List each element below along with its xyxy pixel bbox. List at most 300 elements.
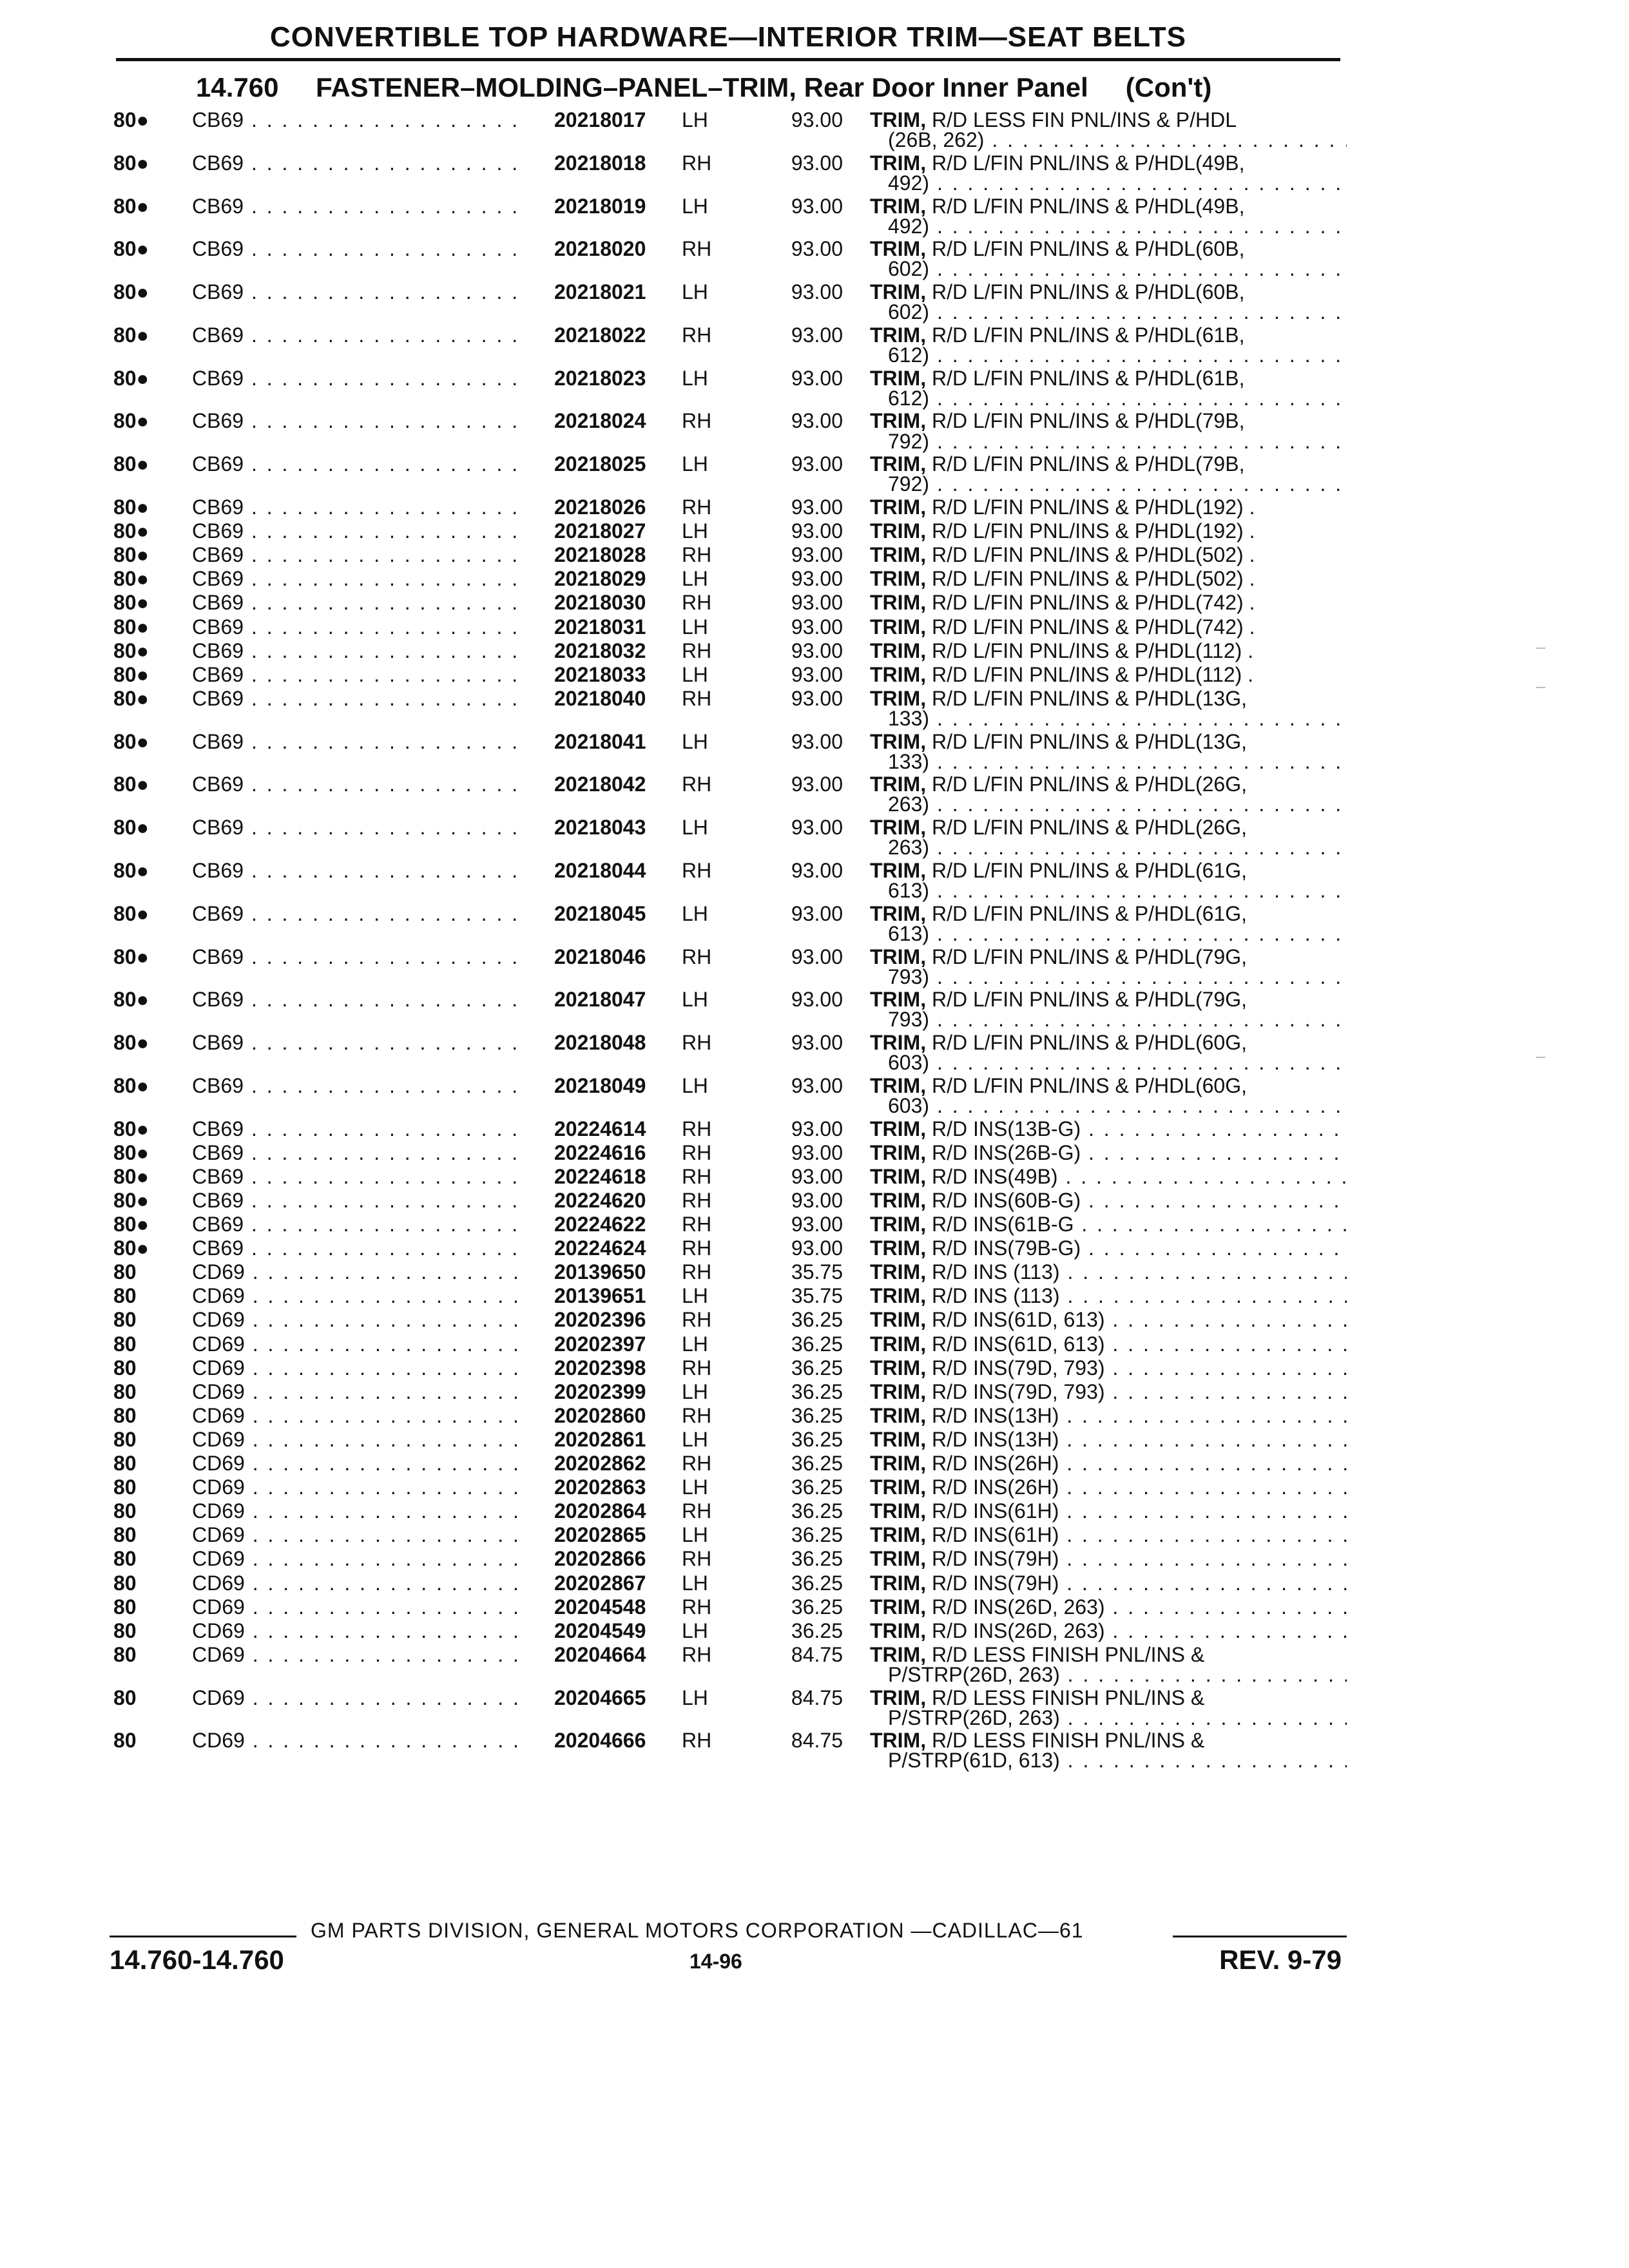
table-row-continuation [0,836,1629,859]
description-text: R/D INS(79D, 793) [931,1356,1105,1379]
side: RH [682,945,712,968]
side: RH [682,1356,712,1379]
price: 36.25 [791,1547,843,1570]
model-year: 80● [113,639,149,662]
description-text: R/D LESS FINISH PNL/INS & [931,1686,1205,1709]
description-text: R/D L/FIN PNL/INS & P/HDL(61G, [931,859,1247,882]
description-text: R/D L/FIN PNL/INS & P/HDL(742) . [931,591,1255,614]
part-number: 20218032 [554,639,646,662]
table-row [0,1595,1629,1619]
description-keyword: TRIM, [870,1189,927,1212]
description-keyword: TRIM, [870,1499,927,1523]
side: LH [682,567,708,590]
model-year: 80 [113,1284,137,1307]
model-year: 80● [113,195,149,218]
price: 84.75 [791,1729,843,1752]
model-year: 80 [113,1547,137,1570]
description-keyword: TRIM, [870,1308,927,1331]
part-number: 20218030 [554,591,646,614]
description-text: R/D L/FIN PNL/INS & P/HDL(60B, [931,280,1245,303]
description-text: R/D L/FIN PNL/INS & P/HDL(13G, [931,687,1247,710]
body-code: CB69 . . . [192,1141,525,1164]
part-number: 20202865 [554,1523,646,1546]
part-number: 20218029 [554,567,646,590]
model-year: 80● [113,543,149,566]
side: RH [682,495,712,519]
table-row [0,639,1629,662]
body-code: CB69 . . . [192,1213,525,1236]
table-row-continuation [0,387,1629,410]
price: 93.00 [791,151,843,175]
body-code: CB69 . . . [192,1074,525,1097]
body-code: CB69 . . . [192,237,525,260]
table-row [0,1452,1629,1475]
description-keyword: TRIM, [870,519,927,543]
description-text: R/D INS(26B-G) [931,1141,1081,1164]
body-code: CD69 . . . [192,1308,525,1331]
price: 84.75 [791,1643,843,1666]
description-keyword: TRIM, [870,1074,927,1097]
price: 36.25 [791,1332,843,1356]
part-number: 20202861 [554,1428,646,1451]
body-code: CD69 . . . [192,1380,525,1403]
model-year: 80 [113,1452,137,1475]
table-row-continuation [0,879,1629,902]
model-year: 80● [113,1213,149,1236]
description-keyword: TRIM, [870,1165,927,1188]
part-number: 20218026 [554,495,646,519]
table-row-continuation [0,1051,1629,1074]
side: RH [682,237,712,260]
part-number: 20218020 [554,237,646,260]
description-text: R/D INS(61D, 613) [931,1308,1105,1331]
model-year: 80● [113,108,149,131]
description-keyword: TRIM, [870,1260,927,1283]
side: LH [682,108,708,131]
table-row [0,567,1629,590]
description-text: R/D INS(61H) [931,1523,1059,1546]
body-code: CB69 . . . [192,280,525,303]
part-number: 20218027 [554,519,646,543]
side: LH [682,615,708,639]
side: RH [682,1236,712,1260]
side: LH [682,816,708,839]
table-row [0,1571,1629,1595]
subsection-number: 14.760 [196,72,279,102]
table-row [0,1236,1629,1260]
price: 93.00 [791,639,843,662]
description-continuation: 792) . . . [888,472,1347,495]
description-text: R/D INS(61B-G [931,1213,1074,1236]
model-year: 80● [113,1031,149,1054]
description-text: R/D INS(26D, 263) [931,1619,1105,1642]
subsection-heading [196,70,1211,106]
side: RH [682,1141,712,1164]
body-code: CB69 . . . [192,367,525,390]
description-text: R/D L/FIN PNL/INS & P/HDL(26G, [931,816,1247,839]
side: RH [682,1499,712,1523]
description-keyword: TRIM, [870,151,927,175]
table-row-continuation [0,1094,1629,1117]
description [870,1284,1347,1307]
part-number: 20224618 [554,1165,646,1188]
part-number: 20218028 [554,543,646,566]
part-number: 20204549 [554,1619,646,1642]
model-year: 80● [113,945,149,968]
table-row [0,1356,1629,1379]
model-year: 80● [113,323,149,347]
side: RH [682,1595,712,1619]
description-keyword: TRIM, [870,1141,927,1164]
price: 36.25 [791,1619,843,1642]
table-row-continuation [0,1749,1629,1772]
description [870,1165,1347,1188]
body-code: CB69 . . . [192,945,525,968]
model-year: 80 [113,1404,137,1427]
model-year: 80 [113,1428,137,1451]
model-year: 80● [113,409,149,432]
side: RH [682,591,712,614]
description-keyword: TRIM, [870,1643,927,1666]
description-continuation: 263) . . . [888,836,1347,859]
part-number: 20202862 [554,1452,646,1475]
description-continuation: 133) . . . [888,707,1347,730]
side: LH [682,988,708,1011]
description [870,1595,1347,1619]
table-row-continuation [0,128,1629,151]
description-text: R/D L/FIN PNL/INS & P/HDL(61B, [931,367,1245,390]
description-keyword: TRIM, [870,1117,927,1140]
body-code: CD69 . . . [192,1571,525,1595]
description-keyword: TRIM, [870,495,927,519]
description-text: R/D L/FIN PNL/INS & P/HDL(79G, [931,945,1247,968]
margin-mark [1536,687,1545,688]
table-row-continuation [0,257,1629,280]
body-code: CB69 . . . [192,108,525,131]
price: 36.25 [791,1523,843,1546]
part-number: 20218017 [554,108,646,131]
price: 84.75 [791,1686,843,1709]
body-code: CB69 . . . [192,409,525,432]
description-keyword: TRIM, [870,567,927,590]
price: 93.00 [791,519,843,543]
body-code: CD69 . . . [192,1619,525,1642]
side: LH [682,663,708,686]
side: LH [682,519,708,543]
description-keyword: TRIM, [870,1356,927,1379]
price: 93.00 [791,663,843,686]
side: LH [682,730,708,753]
part-number: 20218033 [554,663,646,686]
description [870,663,1347,686]
description [870,1404,1347,1427]
side: RH [682,151,712,175]
description [870,1236,1347,1260]
table-row-continuation [0,1008,1629,1031]
price: 93.00 [791,1189,843,1212]
table-row-continuation [0,1663,1629,1686]
part-number: 20202396 [554,1308,646,1331]
model-year: 80● [113,1189,149,1212]
table-row-continuation [0,343,1629,367]
footer-rule-right [1173,1936,1347,1937]
body-code: CB69 . . . [192,1189,525,1212]
description-text: R/D INS(26H) [931,1452,1059,1475]
description-text: R/D L/FIN PNL/INS & P/HDL(502) . [931,567,1255,590]
table-row [0,615,1629,639]
side: RH [682,1547,712,1570]
description-keyword: TRIM, [870,1332,927,1356]
description-keyword: TRIM, [870,237,927,260]
description-text: R/D INS (113) [931,1284,1060,1307]
side: RH [682,639,712,662]
model-year: 80● [113,615,149,639]
model-year: 80 [113,1729,137,1752]
body-code: CD69 . . . [192,1356,525,1379]
table-row-continuation [0,793,1629,816]
model-year: 80 [113,1332,137,1356]
table-row [0,591,1629,614]
margin-mark [1536,1057,1545,1058]
table-row [0,1117,1629,1140]
model-year: 80 [113,1619,137,1642]
part-number: 20202867 [554,1571,646,1595]
part-number: 20218019 [554,195,646,218]
description-continuation: 613) . . . [888,922,1347,945]
part-number: 20202866 [554,1547,646,1570]
part-number: 20139651 [554,1284,646,1307]
description [870,409,1347,432]
description-text: R/D INS(79B-G) [931,1236,1081,1260]
description-keyword: TRIM, [870,730,927,753]
description [870,1117,1347,1140]
description-text: R/D L/FIN PNL/INS & P/HDL(60G, [931,1074,1247,1097]
description [870,1428,1347,1451]
price: 93.00 [791,452,843,476]
price: 93.00 [791,409,843,432]
description-text: R/D L/FIN PNL/INS & P/HDL(26G, [931,773,1247,796]
part-number: 20218040 [554,687,646,710]
side: RH [682,1729,712,1752]
part-number: 20204665 [554,1686,646,1709]
table-row [0,1141,1629,1164]
description-text: R/D L/FIN PNL/INS & P/HDL(13G, [931,730,1247,753]
price: 93.00 [791,1165,843,1188]
body-code: CD69 . . . [192,1332,525,1356]
price: 93.00 [791,1141,843,1164]
model-year: 80● [113,519,149,543]
description [870,1213,1347,1236]
table-row [0,1475,1629,1499]
table-row [0,495,1629,519]
description [870,591,1347,614]
description-continuation: 603) . . . [888,1094,1347,1117]
description-continuation: (26B, 262) . . . [888,128,1347,151]
section-title: CONVERTIBLE TOP HARDWARE—INTERIOR TRIM—SEAT BELTS [269,21,1186,53]
side: LH [682,280,708,303]
part-number: 20218031 [554,615,646,639]
description [870,639,1347,662]
description [870,1499,1347,1523]
price: 93.00 [791,773,843,796]
description-keyword: TRIM, [870,816,927,839]
part-number: 20202397 [554,1332,646,1356]
side: LH [682,1619,708,1642]
part-number: 20218049 [554,1074,646,1097]
body-code: CB69 . . . [192,1165,525,1188]
description-continuation: 263) . . . [888,793,1347,816]
description-keyword: TRIM, [870,1404,927,1427]
price: 93.00 [791,280,843,303]
description-keyword: TRIM, [870,1380,927,1403]
model-year: 80● [113,280,149,303]
margin-mark [1536,648,1545,649]
body-code: CB69 . . . [192,639,525,662]
body-code: CB69 . . . [192,195,525,218]
description-text: R/D INS(49B) [931,1165,1058,1188]
side: LH [682,1428,708,1451]
description-text: R/D L/FIN PNL/INS & P/HDL(502) . [931,543,1255,566]
model-year: 80 [113,1475,137,1499]
model-year: 80 [113,1380,137,1403]
body-code: CB69 . . . [192,859,525,882]
description-keyword: TRIM, [870,663,927,686]
side: RH [682,773,712,796]
table-row [0,1380,1629,1403]
price: 93.00 [791,367,843,390]
part-number: 20218024 [554,409,646,432]
description-text: R/D L/FIN PNL/INS & P/HDL(192) . [931,519,1255,543]
side: LH [682,367,708,390]
description-text: R/D INS(13H) [931,1428,1059,1451]
body-code: CD69 . . . [192,1643,525,1666]
table-row [0,543,1629,566]
model-year: 80● [113,773,149,796]
price: 93.00 [791,1236,843,1260]
part-number: 20202398 [554,1356,646,1379]
part-number: 20224614 [554,1117,646,1140]
description [870,615,1347,639]
description-text: R/D L/FIN PNL/INS & P/HDL(112) . [931,663,1254,686]
table-row [0,409,1629,432]
side: LH [682,195,708,218]
side: RH [682,1031,712,1054]
description-keyword: TRIM, [870,1452,927,1475]
body-code: CB69 . . . [192,1236,525,1260]
model-year: 80● [113,902,149,925]
part-number: 20218018 [554,151,646,175]
part-number: 20218023 [554,367,646,390]
footer-section-range: 14.760-14.760 [110,1945,284,1975]
table-row [0,1260,1629,1283]
part-number: 20204664 [554,1643,646,1666]
part-number: 20218047 [554,988,646,1011]
body-code: CD69 . . . [192,1452,525,1475]
table-row [0,1428,1629,1451]
description-keyword: TRIM, [870,945,927,968]
part-number: 20204548 [554,1595,646,1619]
price: 36.25 [791,1571,843,1595]
description-keyword: TRIM, [870,1236,927,1260]
part-number: 20224622 [554,1213,646,1236]
description-continuation: 602) . . . [888,257,1347,280]
description-text: R/D INS(60B-G) [931,1189,1081,1212]
table-row-continuation [0,965,1629,988]
description-continuation: P/STRP(26D, 263) . . . [888,1663,1347,1686]
model-year: 80 [113,1356,137,1379]
price: 93.00 [791,730,843,753]
description-continuation: 792) . . . [888,430,1347,453]
price: 93.00 [791,988,843,1011]
description-keyword: TRIM, [870,108,927,131]
side: LH [682,902,708,925]
side: LH [682,1380,708,1403]
table-row [0,1547,1629,1570]
description-continuation: 793) . . . [888,965,1347,988]
side: RH [682,1308,712,1331]
part-number: 20202864 [554,1499,646,1523]
model-year: 80● [113,1117,149,1140]
price: 36.25 [791,1475,843,1499]
model-year: 80● [113,1165,149,1188]
description-keyword: TRIM, [870,1031,927,1054]
side: LH [682,1571,708,1595]
part-number: 20139650 [554,1260,646,1283]
side: RH [682,1404,712,1427]
description-text: R/D LESS FINISH PNL/INS & [931,1643,1205,1666]
side: LH [682,1284,708,1307]
side: RH [682,1117,712,1140]
description-keyword: TRIM, [870,195,927,218]
side: RH [682,543,712,566]
description-text: R/D INS(13B-G) [931,1117,1081,1140]
price: 36.25 [791,1499,843,1523]
body-code: CB69 . . . [192,567,525,590]
description-continuation: P/STRP(61D, 613) . . . [888,1749,1347,1772]
footer-revision: REV. 9-79 [1219,1945,1342,1975]
body-code: CB69 . . . [192,988,525,1011]
description-text: R/D INS(61D, 613) [931,1332,1105,1356]
table-row-continuation [0,171,1629,195]
side: LH [682,1475,708,1499]
side: RH [682,1165,712,1188]
description-keyword: TRIM, [870,367,927,390]
side: RH [682,1452,712,1475]
footer-bottom [110,1945,1347,1975]
description-continuation: 603) . . . [888,1051,1347,1074]
description [870,1260,1347,1283]
model-year: 80 [113,1499,137,1523]
footer-publisher-line [110,1919,1347,1945]
model-year: 80● [113,1074,149,1097]
body-code: CB69 . . . [192,543,525,566]
part-number: 20218044 [554,859,646,882]
description [870,1523,1347,1546]
description-keyword: TRIM, [870,1284,927,1307]
side: LH [682,452,708,476]
footer-publisher: GM PARTS DIVISION, GENERAL MOTORS CORPORATION —CADILLAC—61 [311,1919,1084,1942]
description-text: R/D INS(26H) [931,1475,1059,1499]
side: RH [682,859,712,882]
table-row [0,1619,1629,1642]
price: 93.00 [791,902,843,925]
price: 93.00 [791,945,843,968]
price: 93.00 [791,1031,843,1054]
description-continuation: 613) . . . [888,879,1347,902]
description-keyword: TRIM, [870,323,927,347]
body-code: CD69 . . . [192,1260,525,1283]
model-year: 80 [113,1595,137,1619]
